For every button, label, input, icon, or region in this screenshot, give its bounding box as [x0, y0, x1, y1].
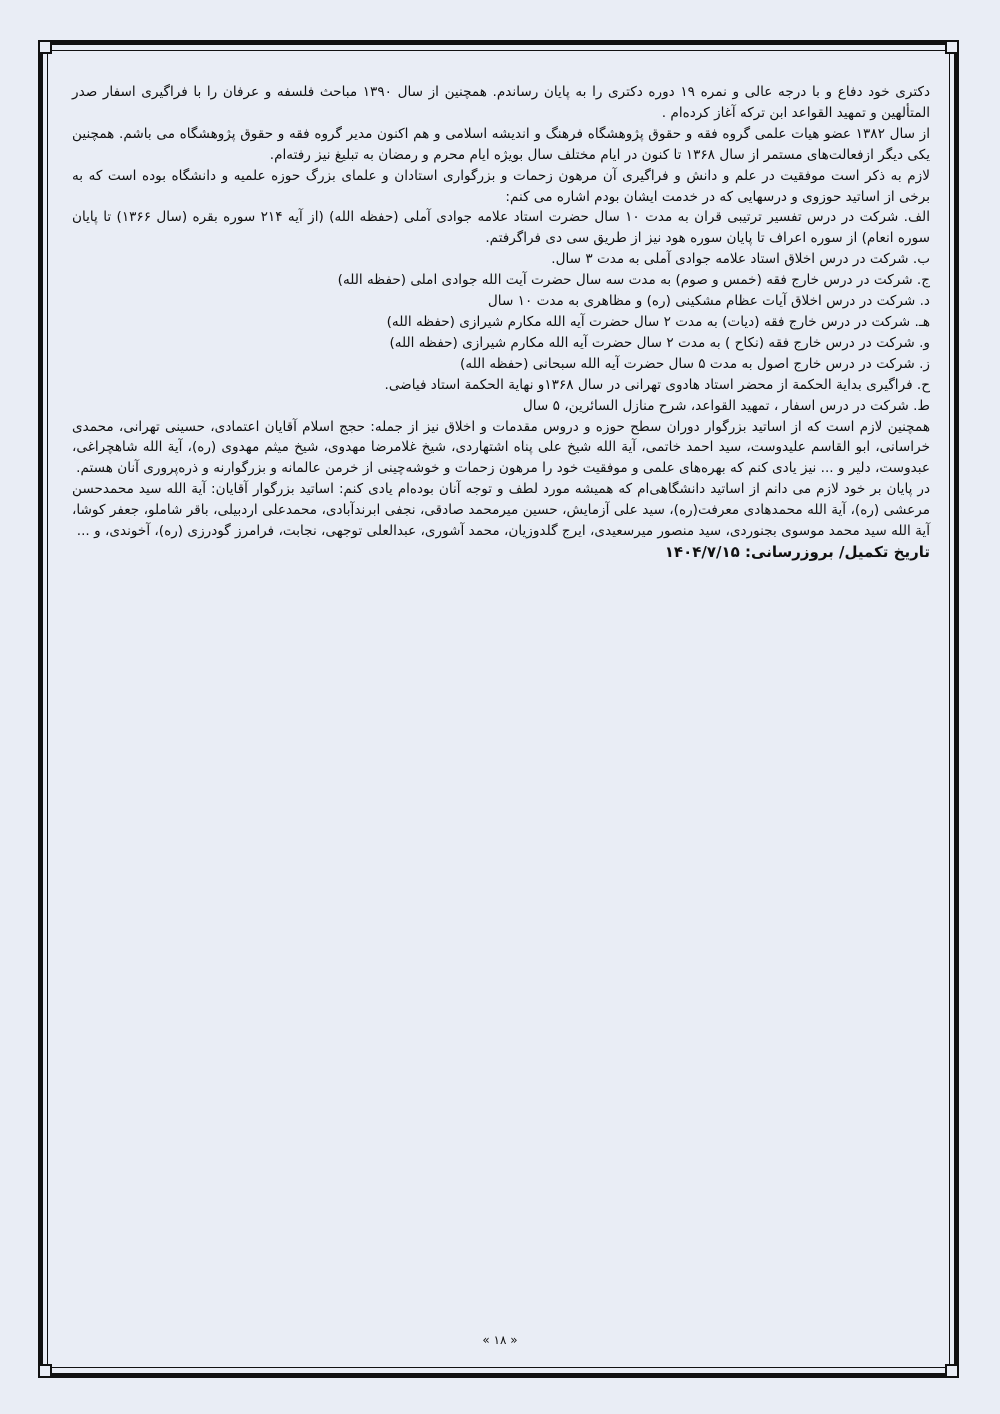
list-item: ج. شرکت در درس خارج فقه (خمس و صوم) به مدت سه سال حضرت آیت الله جوادی املی (حفظه الله) — [337, 272, 930, 289]
list-item: د. شرکت در درس اخلاق آیات عظام مشکینی (ره) و مظاهری به مدت ۱۰ سال — [487, 293, 930, 310]
page-number: « ۱۸ » — [482, 1333, 518, 1347]
list-item: ب. شرکت در درس اخلاق استاد علامه جوادی آملی به مدت ۳ سال. — [551, 251, 930, 268]
list-item: هـ. شرکت در درس خارج فقه (دیات) به مدت ۲ سال حضرت آیه الله مکارم شیرازی (حفظه الله) — [386, 313, 930, 330]
corner-ornament-bottom-left — [38, 1364, 52, 1378]
corner-ornament-top-left — [38, 40, 52, 54]
paragraph-university-teachers: در پایان بر خود لازم می دانم از اساتید دانشگاهی‌ام که همیشه مورد لطف و توجه آنان بوده‌ام یادی کنم: اساتید بزرگوار آقایان: آیة الله سید محمدحسن مرعشی (ره)، آیة الله محمدهادی معرفت(ره)، سید علی آزمایش، حسین میرمحمد صادقی، نجفی ابرندآبادی، محمدعلی اردبیلی، باقر شاملو، جعفر کوشا، آیة الله سید محمد موسوی بجنوردی، سید منصور میرسعیدی، ایرج گلدوزیان، محمد آشوری، عبدالعلی توجهی، نجابت، فرامرز گودرزی (ره)، آخوندی، و ... — [72, 481, 930, 540]
completion-date: تاریخ تکمیل/ بروزرسانی: ۱۴۰۴/۷/۱۵ — [664, 542, 930, 561]
courses-list — [72, 207, 930, 416]
list-item: ز. شرکت در درس خارج اصول به مدت ۵ سال حضرت آیه الله سبحانی (حفظه الله) — [460, 355, 930, 372]
paragraph-seminary-teachers: همچنین لازم است که از اساتید بزرگوار دوران سطح حوزه و دروس مقدمات و اخلاق نیز از جمله: حجج اسلام آقایان اعتمادی، حسینی تهرانی، محمدی خراسانی، ابو القاسم علیدوست، سید احمد خاتمی، آیة الله شیخ علی پناه اشتهاردی، شیخ غلامرضا مهدوی، شیخ میثم مهدوی (ره)، آیة الله شاهچراغی، عبدوست، دلیر و ... نیز یادی کنم که بهره‌های علمی و موفقیت خود را مرهون زحمات و خوشه‌چینی از خرمن عالمانه و بزرگوارنه و ذره‌پروری آنان هستم. — [72, 418, 930, 477]
list-item: الف. شرکت در درس تفسیر ترتیبی قران به مدت ۱۰ سال حضرت استاد علامه جوادی آملی (حفظه الله) (از آیه ۲۱۴ سوره بقره (سال ۱۳۶۶) تا پایان سوره انعام) از سوره اعراف تا پایان سوره هود نیز از طریق سی دی فراگرفتم. — [72, 209, 930, 247]
paragraph-faculty: از سال ۱۳۸۲ عضو هیات علمی گروه فقه و حقوق پژوهشگاه فرهنگ و اندیشه اسلامی و هم اکنون مدیر گروه فقه و حقوق پژوهشگاه می باشم. همچنین یکی دیگر ازفعالت‌های مستمر از سال ۱۳۶۸ تا کنون در ایام مختلف سال بویژه ایام محرم و رمضان به تبلیغ نیز رفته‌ام. — [72, 125, 930, 163]
document-body — [72, 82, 930, 563]
corner-ornament-top-right — [945, 40, 959, 54]
list-item: ط. شرکت در درس اسفار ، تمهید القواعد، شرح منازل السائرین، ۵ سال — [522, 397, 930, 414]
corner-ornament-bottom-right — [945, 1364, 959, 1378]
paragraph-teachers-intro: لازم به ذکر است موفقیت در علم و دانش و فراگیری آن مرهون زحمات و بزرگواری استادان و علمای بزرگ حوزه علمیه و دانشگاه بوده است که به برخی از اساتید حوزوی و درسهایی که در خدمت ایشان بودم اشاره می کنم: — [72, 167, 930, 205]
list-item: و. شرکت در درس خارج فقه (نکاح ) به مدت ۲ سال حضرت آیه الله مکارم شیرازی (حفظه الله) — [389, 334, 930, 351]
list-item: ح. فراگیری بدایة الحکمة از محضر استاد هادوی تهرانی در سال ۱۳۶۸و نهایة الحکمة استاد فیاضی. — [384, 376, 930, 393]
paragraph-phd: دکتری خود دفاع و با درجه عالی و نمره ۱۹ دوره دکتری را به پایان رساندم. همچنین از سال ۱۳۹۰ مباحث فلسفه و عرفان را با فراگیری اسفار صدر المتألهین و تمهید القواعد ابن ترکه آغاز کرده‌ام . — [72, 84, 931, 121]
